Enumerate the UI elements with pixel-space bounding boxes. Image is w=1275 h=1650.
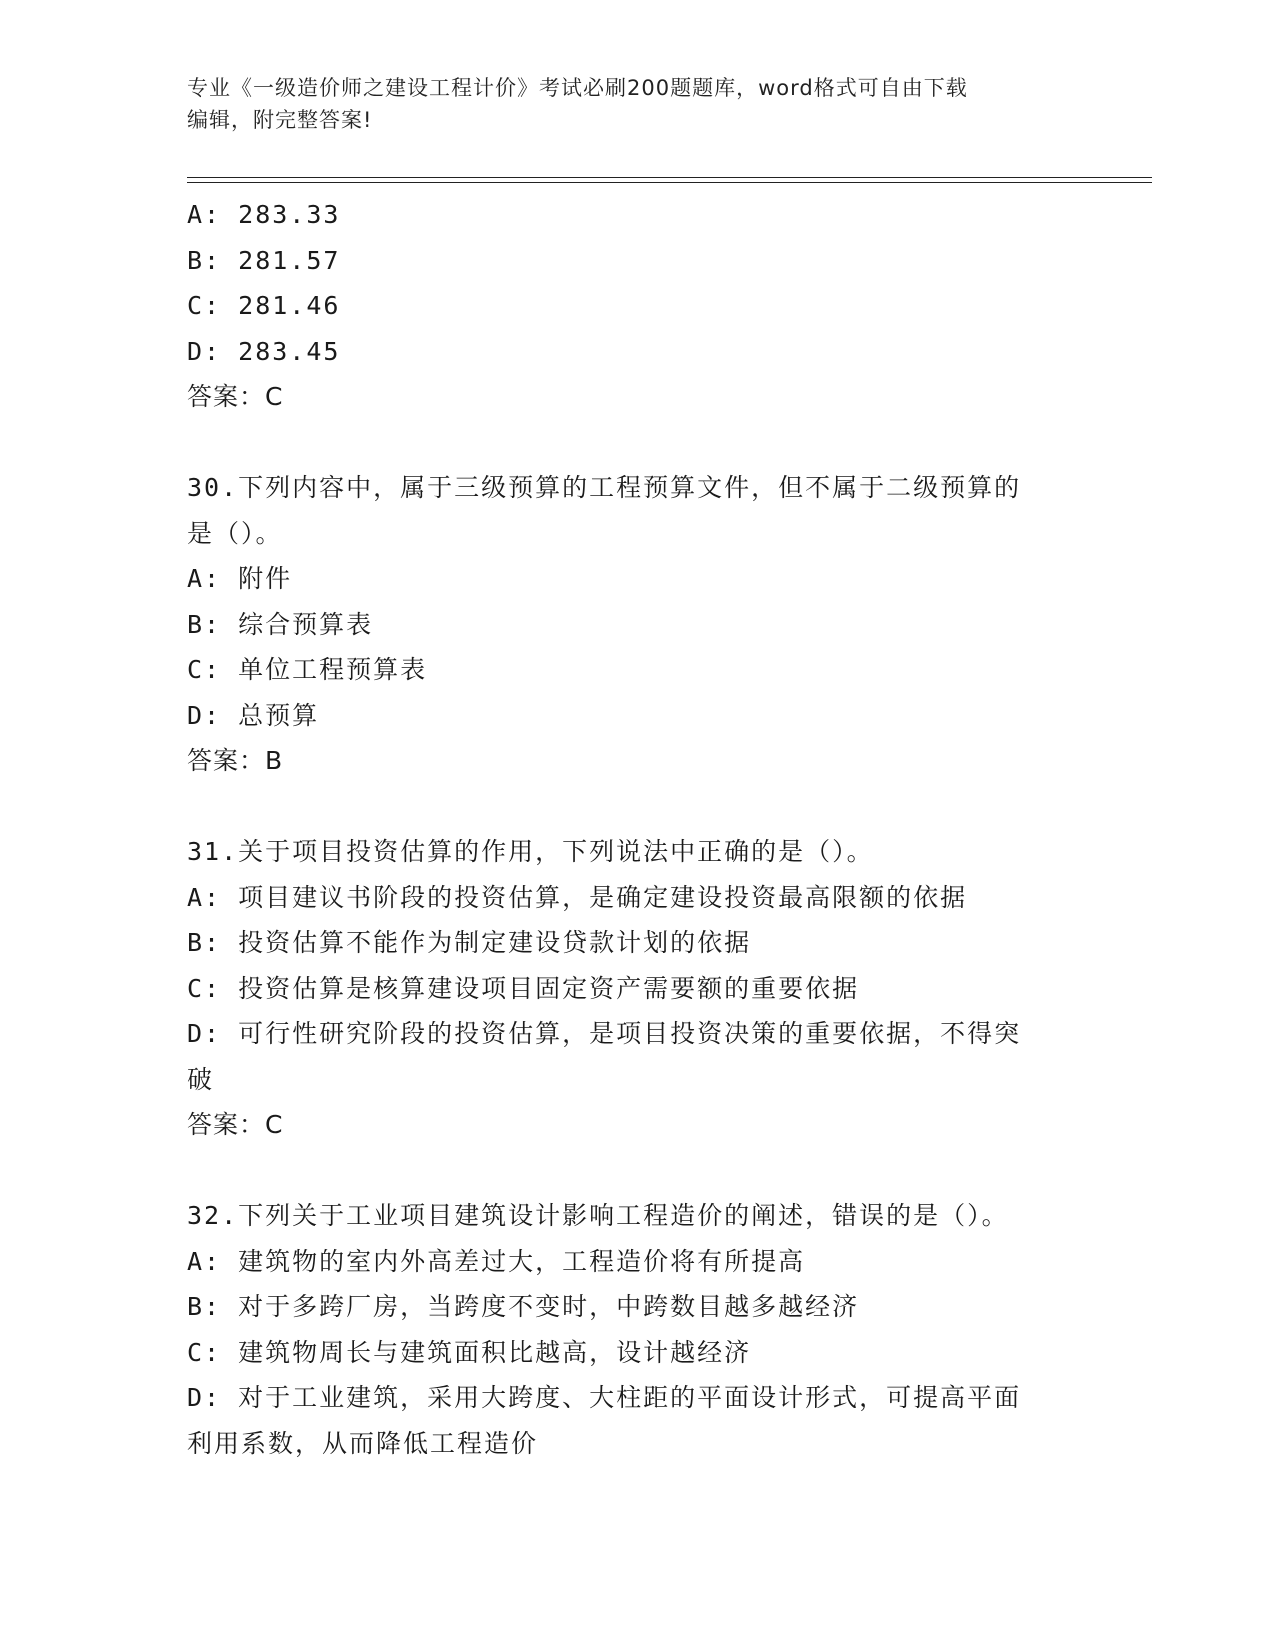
- option-a: A: 附件: [187, 564, 293, 593]
- question-stem: 32.下列关于工业项目建筑设计影响工程造价的阐述，错误的是（）。: [187, 1201, 1009, 1230]
- question-31: [187, 829, 1087, 1148]
- option-d: D: 对于工业建筑，采用大跨度、大柱距的平面设计形式，可提高平面: [187, 1383, 1022, 1412]
- option-c: C: 281.46: [187, 291, 341, 320]
- option-b: B: 281.57: [187, 245, 341, 275]
- option-d: D: 总预算: [187, 700, 320, 730]
- header-line-1: 专业《一级造价师之建设工程计价》考试必刷200题题库，word格式可自由下载: [187, 76, 968, 100]
- option-b: B: 对于多跨厂房，当跨度不变时，中跨数目越多越经济: [187, 1292, 860, 1321]
- spacer: [187, 1148, 1087, 1194]
- option-a: A: 283.33: [187, 200, 341, 229]
- option-a: A: 建筑物的室内外高差过大，工程造价将有所提高: [187, 1246, 806, 1276]
- option-c: C: 单位工程预算表: [187, 655, 428, 684]
- header-line-2: 编辑，附完整答案!: [187, 108, 373, 132]
- option-d-continued: 利用系数，从而降低工程造价: [187, 1428, 539, 1458]
- option-a: A: 项目建议书阶段的投资估算，是确定建设投资最高限额的依据: [187, 882, 968, 912]
- spacer: [187, 420, 1087, 466]
- question-stem-continued: 是（）。: [187, 518, 283, 548]
- question-list: [187, 192, 1087, 1466]
- question-32: [187, 1193, 1087, 1466]
- option-d-continued: 破: [187, 1064, 215, 1094]
- question-29: [187, 192, 1087, 420]
- option-c: C: 建筑物周长与建筑面积比越高，设计越经济: [187, 1337, 752, 1367]
- header-divider-bottom: [187, 182, 1152, 183]
- spacer: [187, 784, 1087, 830]
- option-c: C: 投资估算是核算建设项目固定资产需要额的重要依据: [187, 973, 860, 1003]
- option-b: B: 投资估算不能作为制定建设贷款计划的依据: [187, 928, 752, 957]
- option-b: B: 综合预算表: [187, 609, 374, 639]
- option-d: D: 283.45: [187, 336, 341, 366]
- option-d: D: 可行性研究阶段的投资估算，是项目投资决策的重要依据，不得突: [187, 1019, 1022, 1048]
- answer-label: 答案：C: [187, 1110, 284, 1139]
- page-header: [187, 72, 1087, 136]
- question-stem: 31.关于项目投资估算的作用，下列说法中正确的是（）。: [187, 837, 874, 866]
- answer-label: 答案：B: [187, 746, 284, 775]
- question-30: [187, 465, 1087, 784]
- header-divider-top: [187, 177, 1152, 178]
- answer-label: 答案：C: [187, 382, 284, 411]
- question-stem: 30.下列内容中，属于三级预算的工程预算文件，但不属于二级预算的: [187, 473, 1022, 502]
